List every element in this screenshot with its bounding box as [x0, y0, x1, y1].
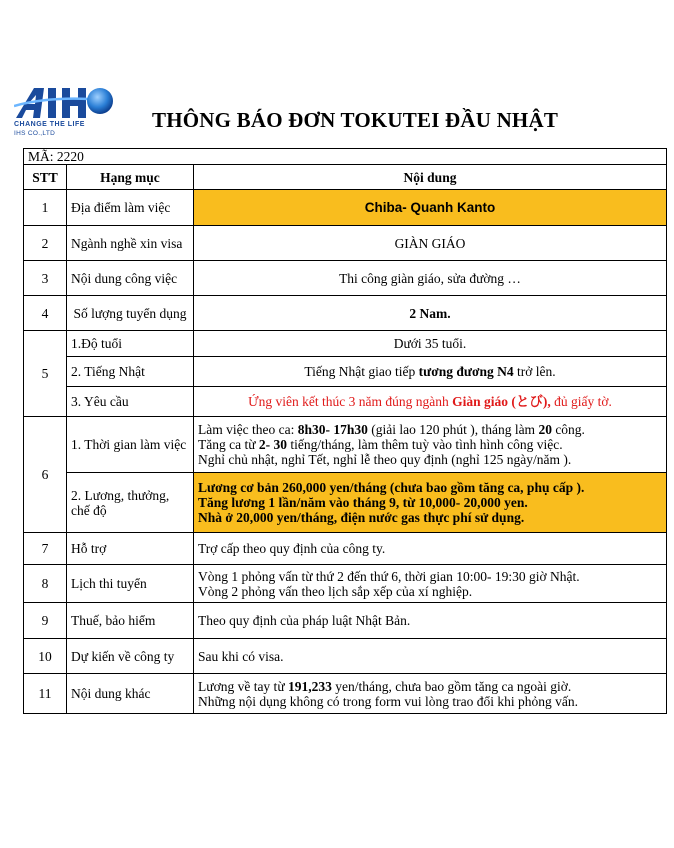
table-row	[24, 190, 667, 226]
text-line: Vòng 2 phỏng vấn theo lịch sắp xếp của xí nghiệp.	[198, 583, 473, 599]
row-number: 11	[24, 674, 67, 714]
row-category: 2. Tiếng Nhật	[67, 357, 194, 387]
text-bold: 8h30- 17h30	[297, 422, 368, 437]
row-number: 5	[24, 331, 67, 417]
text: (giải lao 120 phút ), tháng làm	[367, 422, 539, 437]
logo-mark-icon	[14, 82, 114, 122]
table-row	[24, 387, 667, 417]
text: tiếng/tháng, làm thêm tuỳ vào tình hình công việc.	[287, 437, 563, 452]
job-code: MÃ: 2220	[24, 149, 667, 165]
text: trở lên.	[513, 364, 556, 379]
table-row	[24, 533, 667, 565]
table-row	[24, 226, 667, 261]
other-content	[194, 674, 667, 714]
text: Lương về tay từ	[198, 678, 289, 694]
company-logo	[14, 82, 114, 142]
text: yen/tháng, chưa bao gồm tăng ca ngoài giờ.	[331, 678, 572, 694]
header-content: Nội dung	[194, 165, 667, 190]
row-category: Nội dung khác	[67, 674, 194, 714]
expected-arrival: Sau khi có visa.	[194, 639, 667, 674]
text: công.	[551, 422, 585, 437]
row-category: 3. Yêu cầu	[67, 387, 194, 417]
table-row	[24, 473, 667, 533]
table-row	[24, 639, 667, 674]
row-category: 1. Thời gian làm việc	[67, 417, 194, 473]
text-line: Lương cơ bản 260,000 yen/tháng (chưa bao gồm tăng ca, phụ cấp ).	[198, 480, 585, 495]
row-number: 8	[24, 565, 67, 603]
row-category: Địa điểm làm việc	[67, 190, 194, 226]
table-row	[24, 331, 667, 357]
header-category: Hạng mục	[67, 165, 194, 190]
text-line: Nhà ở 20,000 yen/tháng, điện nước gas thực phí sử dụng.	[198, 510, 525, 525]
recruit-quantity: 2 Nam.	[194, 296, 667, 331]
text-line: Những nội dụng không có trong form vui lòng trao đổi khi phỏng vấn.	[198, 693, 579, 709]
row-number: 10	[24, 639, 67, 674]
table-row	[24, 603, 667, 639]
work-location: Chiba- Quanh Kanto	[194, 190, 667, 226]
row-category: 1.Độ tuổi	[67, 331, 194, 357]
candidate-requirement	[194, 387, 667, 417]
text-bold: Giàn giáo (とび),	[452, 394, 551, 409]
job-description: Thi công giàn giáo, sửa đường …	[194, 261, 667, 296]
row-category: Nội dung công việc	[67, 261, 194, 296]
row-category: Thuế, bảo hiểm	[67, 603, 194, 639]
text: Làm việc theo ca:	[198, 422, 298, 437]
text-line	[198, 422, 662, 437]
header-row	[24, 165, 667, 190]
row-category: Hỗ trợ	[67, 533, 194, 565]
text-line	[198, 679, 662, 694]
salary-benefits	[194, 473, 667, 533]
text-bold: 2- 30	[258, 437, 288, 452]
text: Tăng ca từ	[198, 437, 259, 452]
row-number: 9	[24, 603, 67, 639]
text-bold: tương đương N4	[418, 364, 514, 379]
age-requirement: Dưới 35 tuổi.	[194, 331, 667, 357]
table-row	[24, 565, 667, 603]
text-line	[198, 437, 662, 452]
japanese-requirement	[194, 357, 667, 387]
row-number: 4	[24, 296, 67, 331]
text-line: Tăng lương 1 lần/năm vào tháng 9, từ 10,000- 20,000 yen.	[198, 495, 528, 510]
code-row	[24, 149, 667, 165]
page-title: THÔNG BÁO ĐƠN TOKUTEI ĐẦU NHẬT	[152, 108, 559, 132]
header-stt: STT	[24, 165, 67, 190]
row-category: Số lượng tuyển dụng	[67, 296, 194, 331]
text: Tiếng Nhật giao tiếp	[304, 364, 419, 379]
text: đủ giấy tờ.	[550, 394, 612, 409]
support: Trợ cấp theo quy định của công ty.	[194, 533, 667, 565]
text-bold: 20	[538, 422, 552, 437]
table-row	[24, 296, 667, 331]
interview-schedule	[194, 565, 667, 603]
row-category: 2. Lương, thưởng, chế độ	[67, 473, 194, 533]
row-category: Dự kiến về công ty	[67, 639, 194, 674]
working-hours	[194, 417, 667, 473]
table-row	[24, 674, 667, 714]
table-row	[24, 417, 667, 473]
table-row	[24, 357, 667, 387]
text-line: Nghỉ chủ nhật, nghỉ Tết, nghỉ lễ theo quy định (nghỉ 125 ngày/năm ).	[198, 452, 572, 467]
row-number: 3	[24, 261, 67, 296]
tax-insurance: Theo quy định của pháp luật Nhật Bản.	[194, 603, 667, 639]
text: Ứng viên kết thúc 3 năm đúng ngành	[248, 394, 453, 409]
logo-company: IHS CO.,LTD	[14, 130, 56, 137]
text-line: Vòng 1 phỏng vấn từ thứ 2 đến thứ 6, thời gian 10:00- 19:30 giờ Nhật.	[198, 568, 580, 584]
table-row	[24, 261, 667, 296]
row-number: 2	[24, 226, 67, 261]
text-bold: 191,233	[288, 678, 332, 694]
row-category: Ngành nghề xin visa	[67, 226, 194, 261]
logo-tagline: CHANGE THE LIFE	[14, 121, 85, 128]
row-number: 1	[24, 190, 67, 226]
row-category: Lịch thi tuyển	[67, 565, 194, 603]
row-number: 6	[24, 417, 67, 533]
row-number: 7	[24, 533, 67, 565]
visa-field: GIÀN GIÁO	[194, 226, 667, 261]
job-notice-table	[23, 148, 667, 714]
